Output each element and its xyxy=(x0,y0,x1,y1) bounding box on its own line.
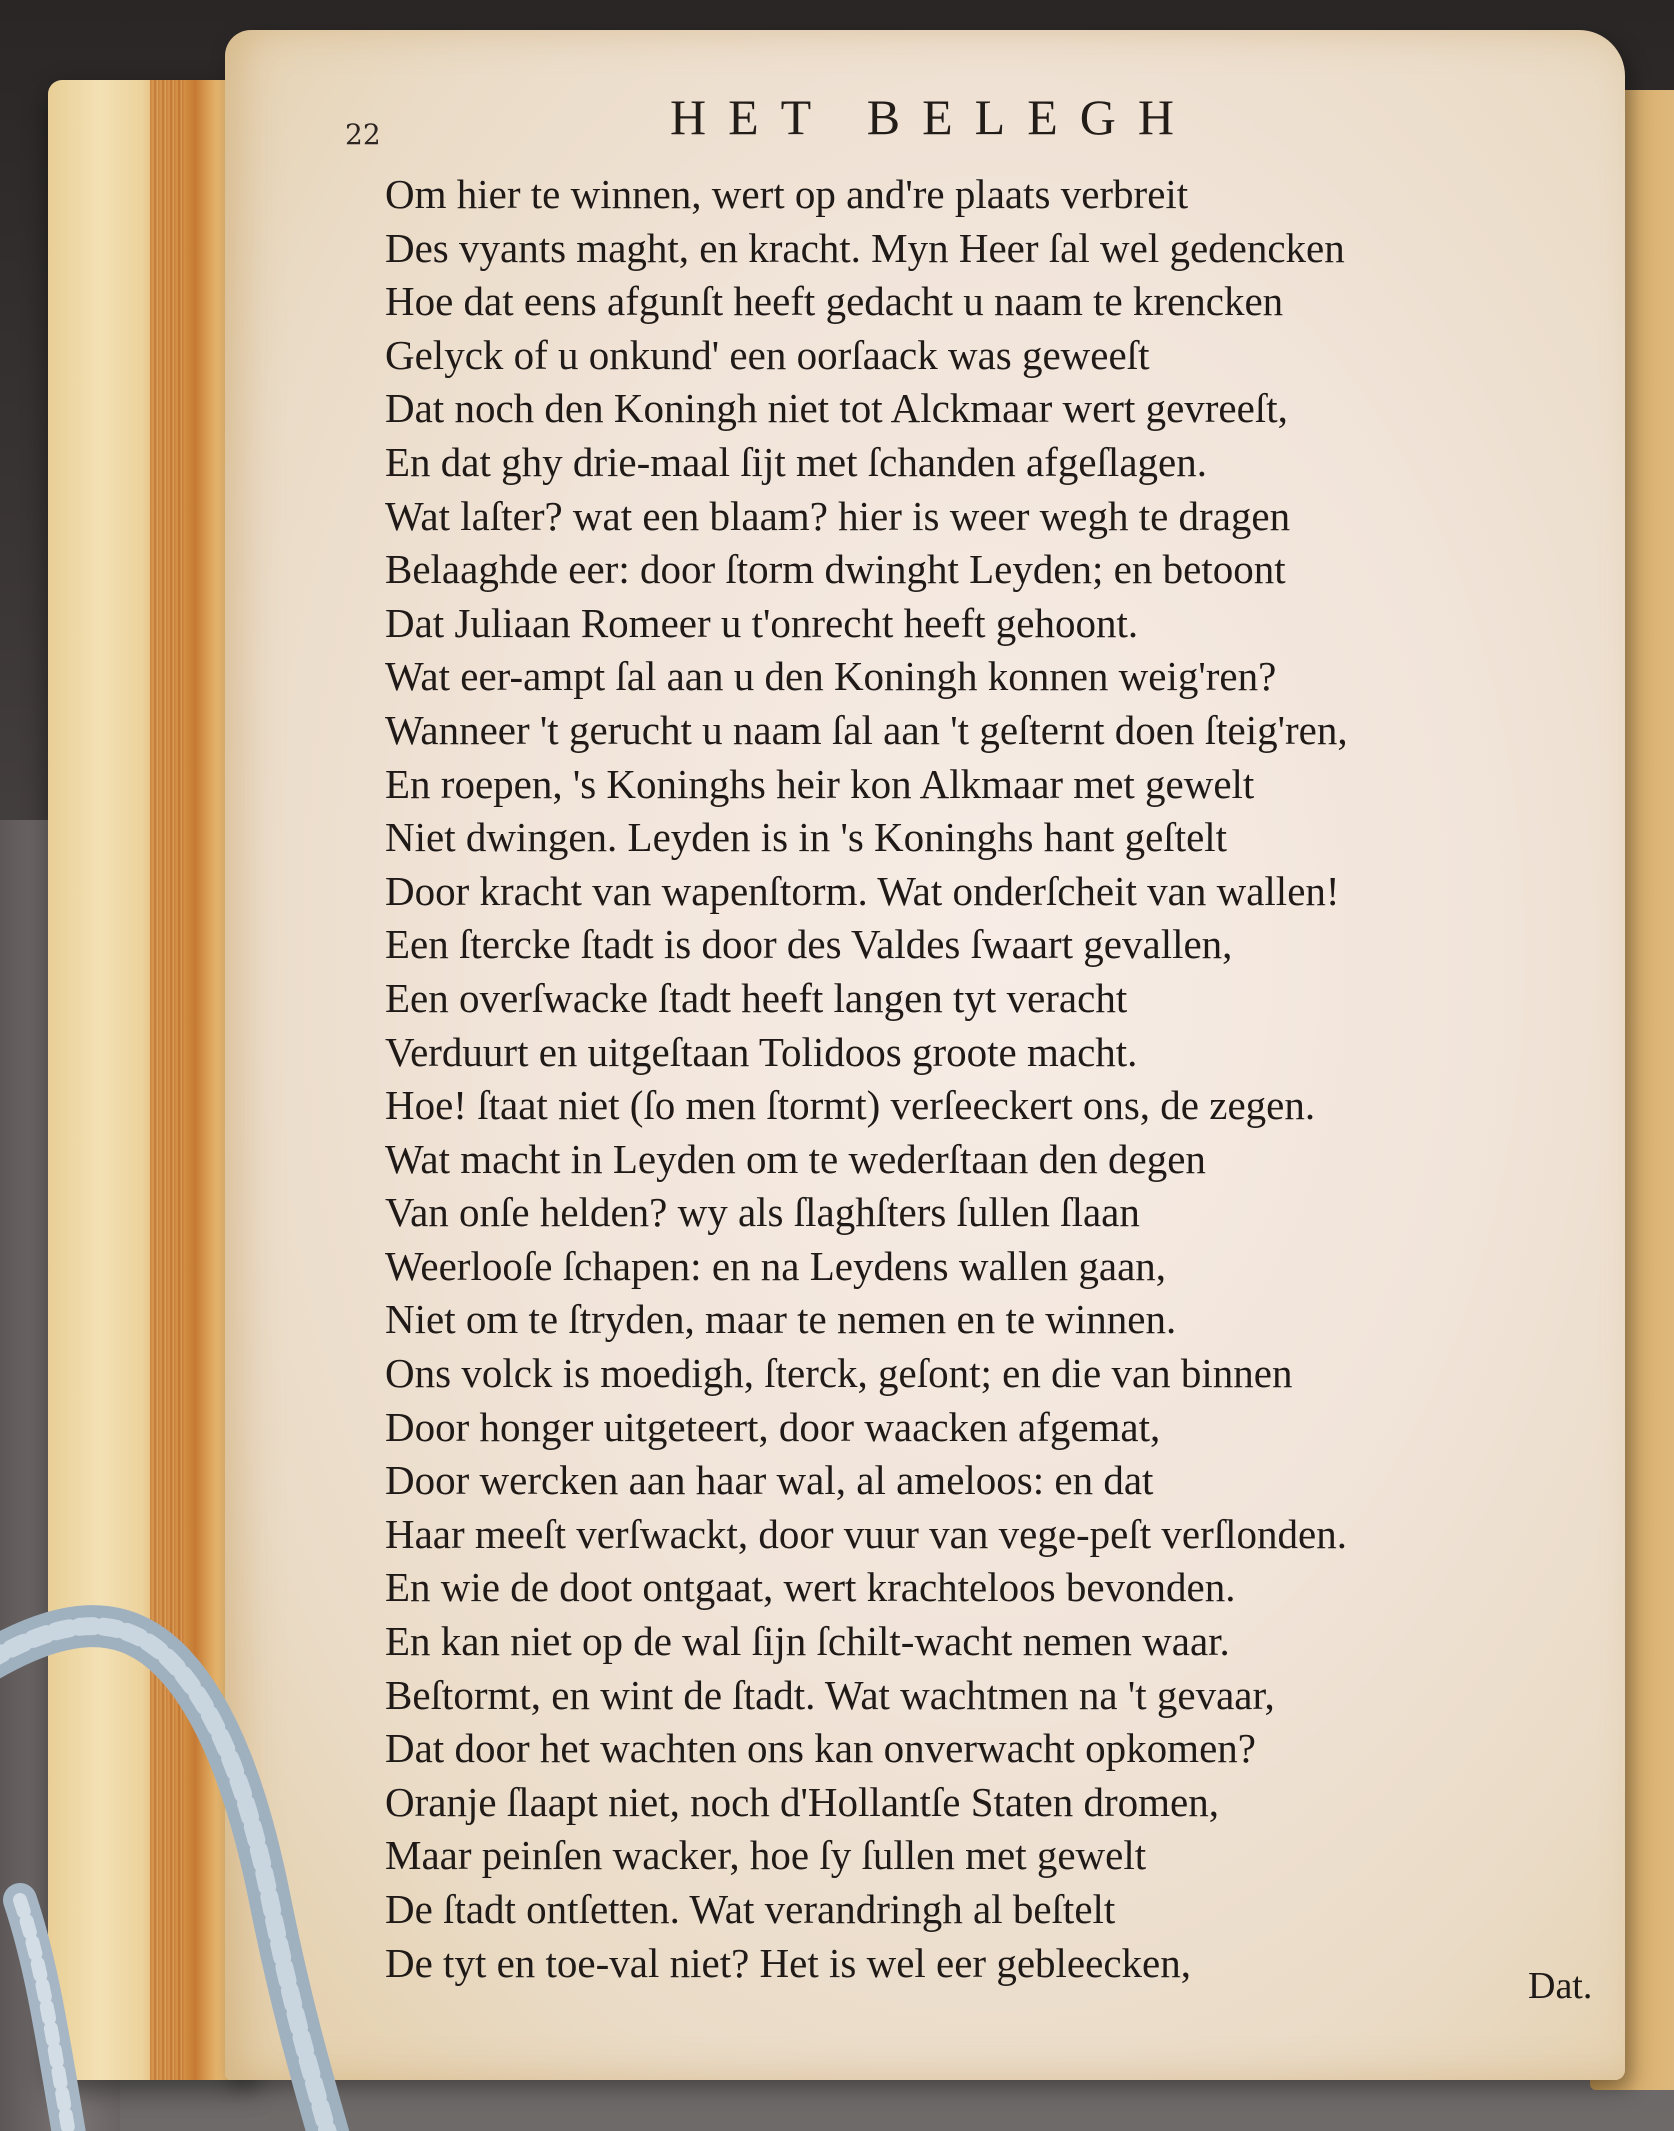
page-block-edge xyxy=(150,80,184,2080)
verse-line: Door wercken aan haar wal, al ameloos: en dat xyxy=(385,1457,1154,1504)
verse-line: Gelyck of u onkund' een oorſaack was geweeſt xyxy=(385,331,1150,378)
verse-line: De ſtadt ontſetten. Wat verandringh al beſtelt xyxy=(385,1886,1116,1932)
verse-line: Door kracht van wapenſtorm. Wat onderſcheit van wallen! xyxy=(385,867,1340,914)
verse-line: Beſtormt, en wint de ſtadt. Wat wachtmen na 't gevaar, xyxy=(385,1671,1275,1718)
verse-line: Dat Juliaan Romeer u t'onrecht heeft gehoont. xyxy=(385,599,1139,646)
page-number: 22 xyxy=(345,118,381,151)
verse-line: Dat door het wachten ons kan onverwacht opkomen? xyxy=(385,1725,1256,1772)
catchword: Dat. xyxy=(1528,1965,1593,2007)
verse-line: Door honger uitgeteert, door waacken afgemat, xyxy=(385,1403,1161,1450)
verse-line: En roepen, 's Koninghs heir kon Alkmaar met gewelt xyxy=(385,760,1255,807)
verse-line: Dat noch den Koningh niet tot Alckmaar wert gevreeſt, xyxy=(385,385,1288,432)
verse-line: Om hier te winnen, wert op and're plaats verbreit xyxy=(385,171,1189,217)
verse-line: Hoe! ſtaat niet (ſo men ſtormt) verſeeckert ons, de zegen. xyxy=(385,1082,1316,1129)
verse-line: Weerlooſe ſchapen: en na Leydens wallen gaan, xyxy=(385,1242,1167,1289)
verse-line: Des vyants maght, en kracht. Myn Heer ſal wel gedencken xyxy=(385,224,1345,271)
verse-line: Haar meeſt verſwackt, door vuur van vege-peſt verſlonden. xyxy=(385,1510,1347,1557)
verse-line: Wanneer 't gerucht u naam ſal aan 't geſternt doen ſteig'ren, xyxy=(385,706,1348,753)
verse-line: Niet om te ſtryden, maar te nemen en te winnen. xyxy=(385,1296,1177,1343)
verse-line: Wat macht in Leyden om te wederſtaan den degen xyxy=(385,1135,1206,1182)
verse-line: Een overſwacke ſtadt heeft langen tyt veracht xyxy=(385,974,1128,1021)
verse-line: Wat laſter? wat een blaam? hier is weer wegh te dragen xyxy=(385,492,1291,539)
verse-line: Maar peinſen wacker, hoe ſy ſullen met gewelt xyxy=(385,1832,1147,1879)
verse-text xyxy=(385,168,1605,1990)
verse-line: En wie de doot ontgaat, wert krachteloos bevonden. xyxy=(385,1564,1236,1611)
verse-line: Ons volck is moedigh, ſterck, geſont; en die van binnen xyxy=(385,1350,1293,1397)
verse-line: Van onſe helden? wy als ſlaghſters ſullen ſlaan xyxy=(385,1189,1140,1236)
verse-line: Niet dwingen. Leyden is in 's Koninghs hant geſtelt xyxy=(385,814,1228,861)
verse-line: Een ſtercke ſtadt is door des Valdes ſwaart gevallen, xyxy=(385,921,1233,968)
verse-line: En dat ghy drie-maal ſijt met ſchanden afgeſlagen. xyxy=(385,438,1207,485)
running-head: HET BELEGH xyxy=(670,89,1196,145)
verse-line: Wat eer-ampt ſal aan u den Koningh konnen weig'ren? xyxy=(385,653,1277,700)
verse-line: En kan niet op de wal ſijn ſchilt-wacht nemen waar. xyxy=(385,1618,1230,1665)
verse-line: De tyt en toe-val niet? Het is wel eer gebleecken, xyxy=(385,1939,1191,1986)
verse-line: Belaaghde eer: door ſtorm dwinght Leyden; en betoont xyxy=(385,546,1286,593)
verse-line: Oranje ſlaapt niet, noch d'Hollantſe Staten dromen, xyxy=(385,1778,1219,1825)
verse-line: Hoe dat eens afgunſt heeft gedacht u naam te krencken xyxy=(385,278,1284,325)
verse-line: Verduurt en uitgeſtaan Tolidoos groote macht. xyxy=(385,1028,1138,1075)
